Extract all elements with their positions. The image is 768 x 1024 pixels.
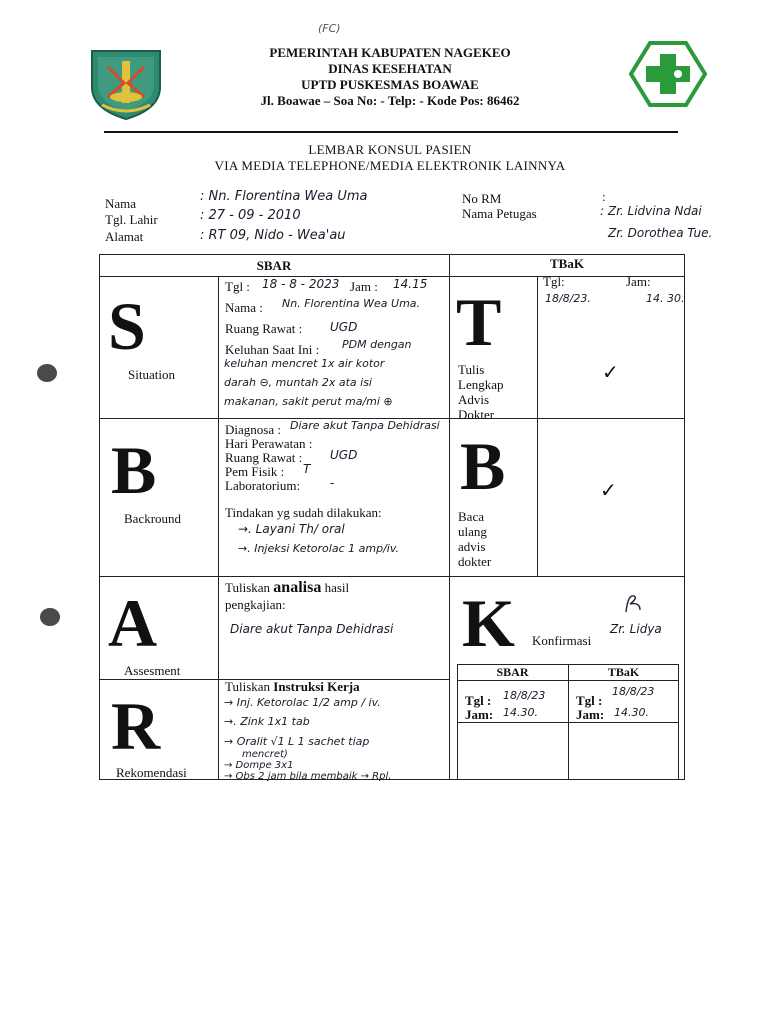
t-tgl-value: 18/8/23. xyxy=(545,292,591,305)
s-keluhan-line2: keluhan mencret 1x air kotor xyxy=(224,357,385,370)
tgl-lahir-value: : 27 - 09 - 2010 xyxy=(200,208,301,223)
s-nama-value: Nn. Florentina Wea Uma. xyxy=(282,297,421,310)
s-keluhan-line1: PDM dengan xyxy=(342,338,412,351)
puskesmas-logo-icon xyxy=(628,40,708,108)
no-rm-value: : xyxy=(602,189,606,204)
header-line2: DINAS KESEHATAN xyxy=(328,61,452,76)
letter-t: T xyxy=(456,284,502,360)
r-instruksi-3: → Oralit √1 L 1 sachet tiap xyxy=(224,735,370,748)
form-title-line2: VIA MEDIA TELEPHONE/MEDIA ELEKTRONIK LAINNYA xyxy=(214,158,566,173)
r-instruksi-5: → Obs 2 jam bila membaik → Rpl. xyxy=(224,771,392,782)
assesment-label: Assesment xyxy=(124,663,181,678)
a-analisa-value: Diare akut Tanpa Dehidrasi xyxy=(230,622,394,636)
t-label: Tulis Lengkap Advis Dokter xyxy=(458,362,504,422)
letter-s: S xyxy=(108,288,146,364)
nama-petugas-value-1: : Zr. Lidvina Ndai xyxy=(600,204,702,218)
k-tbak-tgl-label: Tgl : xyxy=(576,693,603,708)
form-title-line1: LEMBAR KONSUL PASIEN xyxy=(308,142,472,157)
s-keluhan-line4: makanan, sakit perut ma/mi ⊕ xyxy=(224,395,393,408)
b2-check-icon: ✓ xyxy=(600,480,617,502)
k-sub-sbar-header: SBAR xyxy=(496,665,529,679)
b2-label: Baca ulang advis dokter xyxy=(458,509,492,569)
k-sbar-jam-value: 14.30. xyxy=(503,706,538,719)
situation-label: Situation xyxy=(128,367,175,382)
letter-b: B xyxy=(111,432,157,508)
s-keluhan-line3: darah ⊖, muntah 2x ata isi xyxy=(224,376,372,389)
k-tbak-jam-label: Jam: xyxy=(576,707,605,722)
k-tbak-tgl-value: 18/8/23 xyxy=(612,685,655,698)
header-address: Jl. Boawae – Soa No: - Telp: - Kode Pos: 86462 xyxy=(260,93,520,108)
tbak-column-header: TBaK xyxy=(550,256,584,271)
s-jam-label: Jam : xyxy=(350,279,378,294)
k-tbak-jam-value: 14.30. xyxy=(614,706,649,719)
form-title xyxy=(120,142,660,174)
s-ruang-label: Ruang Rawat : xyxy=(225,321,303,336)
b-tindakan-label: Tindakan yg sudah dilakukan: xyxy=(225,505,382,520)
b-lab-value: - xyxy=(330,476,335,490)
sbar-column-header: SBAR xyxy=(256,258,292,273)
b-hari-label: Hari Perawatan : xyxy=(225,436,313,451)
s-jam-value: 14.15 xyxy=(393,277,428,291)
t-check-icon: ✓ xyxy=(602,362,619,384)
t-jam-value: 14. 30. xyxy=(646,292,685,305)
letter-a: A xyxy=(108,585,158,661)
b-diagnosa-value: Diare akut Tanpa Dehidrasi xyxy=(290,419,440,432)
nama-value: : Nn. Florentina Wea Uma xyxy=(200,189,368,204)
konfirmasi-label: Konfirmasi xyxy=(532,633,592,648)
k-signer: Zr. Lidya xyxy=(610,622,662,636)
letterhead xyxy=(200,45,580,109)
signature-icon xyxy=(620,590,646,621)
alamat-value: : RT 09, Nido - Wea'au xyxy=(200,228,346,243)
b-ruang-value: UGD xyxy=(330,448,358,462)
s-tgl-value: 18 - 8 - 2023 xyxy=(262,277,340,291)
letter-r: R xyxy=(111,688,161,764)
r-instruksi-3b: mencret) xyxy=(242,749,288,760)
corner-note: (FC) xyxy=(318,22,341,35)
k-sub-tbak-header: TBaK xyxy=(607,665,640,679)
a-analisa-line2: pengkajian: xyxy=(225,597,286,612)
k-sbar-tgl-label: Tgl : xyxy=(465,693,492,708)
k-sbar-tgl-value: 18/8/23 xyxy=(503,689,546,702)
letter-k: K xyxy=(462,585,515,661)
header-divider xyxy=(104,131,678,133)
letter-b-baca: B xyxy=(460,428,506,504)
binder-hole xyxy=(37,364,57,382)
t-jam-label: Jam: xyxy=(626,274,651,289)
no-rm-label: No RM xyxy=(462,191,502,206)
r-instruksi-2: →. Zink 1x1 tab xyxy=(224,715,310,728)
r-instruksi-prompt: Tuliskan Instruksi Kerja xyxy=(225,679,360,694)
alamat-label: Alamat xyxy=(105,229,144,244)
r-instruksi-4: → Dompe 3x1 xyxy=(224,760,294,771)
b-diagnosa-label: Diagnosa : xyxy=(225,422,281,437)
s-keluhan-label: Keluhan Saat Ini : xyxy=(225,342,320,357)
k-sbar-jam-label: Jam: xyxy=(465,707,494,722)
binder-hole xyxy=(40,608,60,626)
rekomendasi-label: Rekomendasi xyxy=(116,765,187,780)
r-instruksi-1: → Inj. Ketorolac 1/2 amp / iv. xyxy=(224,696,381,709)
b-ruang-label: Ruang Rawat : xyxy=(225,450,303,465)
b-tindakan-1: →. Layani Th/ oral xyxy=(238,522,345,536)
backround-label: Backround xyxy=(124,511,182,526)
nama-petugas-label: Nama Petugas xyxy=(462,206,537,221)
b-pemfisik-value: T xyxy=(303,462,311,476)
nama-label: Nama xyxy=(105,196,137,211)
s-nama-label: Nama : xyxy=(225,300,263,315)
s-tgl-label: Tgl : xyxy=(225,279,250,294)
header-line3: UPTD PUSKESMAS BOAWAE xyxy=(301,77,479,92)
header-line1: PEMERINTAH KABUPATEN NAGEKEO xyxy=(269,45,511,60)
nama-petugas-value-2: Zr. Dorothea Tue. xyxy=(608,226,713,240)
tgl-lahir-label: Tgl. Lahir xyxy=(105,212,158,227)
t-tgl-label: Tgl: xyxy=(543,274,565,289)
s-ruang-value: UGD xyxy=(330,320,358,334)
b-tindakan-2: →. Injeksi Ketorolac 1 amp/iv. xyxy=(238,542,399,555)
b-lab-label: Laboratorium: xyxy=(225,478,301,493)
a-analisa-prompt: Tuliskan analisa hasil xyxy=(225,579,350,596)
b-pemfisik-label: Pem Fisik : xyxy=(225,464,285,479)
regency-emblem-icon xyxy=(88,47,164,121)
